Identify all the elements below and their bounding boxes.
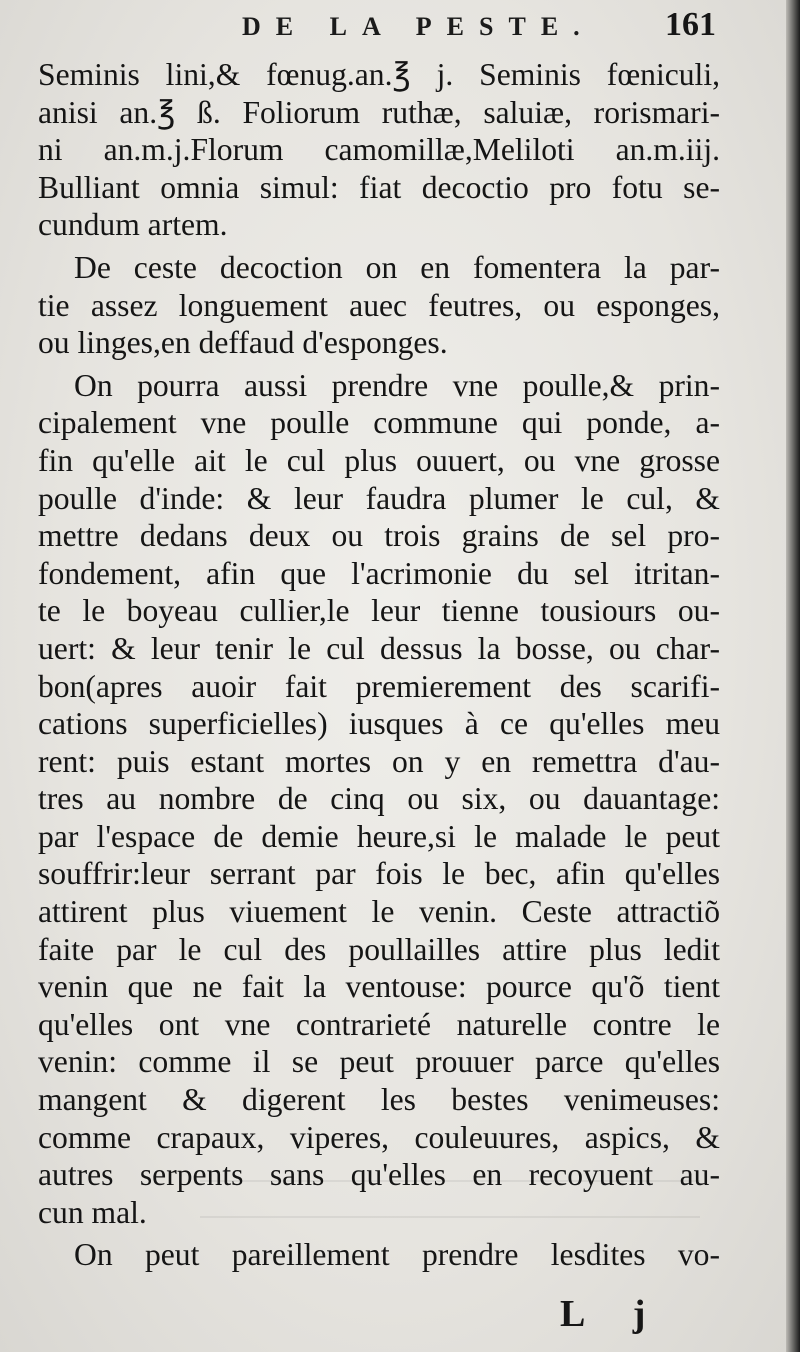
running-title: DE LA PESTE. xyxy=(242,12,595,41)
bleed-through-texture xyxy=(200,1180,700,1250)
text-line: attirent plus viuement le venin. Ceste attractiõ xyxy=(38,894,720,930)
text-line: mangent & digerent les bestes venimeuses: xyxy=(38,1082,720,1118)
text-line: cundum artem. xyxy=(38,207,228,243)
text-line: venin que ne fait la ventouse: pource qu'õ tient xyxy=(38,969,720,1005)
text-line: te le boyeau cullier,le leur tienne tousiours ou- xyxy=(38,593,720,629)
text-line: venin: comme il se peut prouuer parce qu'elles xyxy=(38,1044,720,1080)
text-line: poulle d'inde: & leur faudra plumer le cul, & xyxy=(38,480,720,516)
text-line: anisi an.℥ ß. Foliorum ruthæ, saluiæ, rorismari- xyxy=(38,94,720,130)
text-line: uert: & leur tenir le cul dessus la bosse, ou char- xyxy=(38,630,720,666)
text-line: autres serpents sans qu'elles en recoyuent au- xyxy=(38,1157,720,1193)
text-line: mettre dedans deux ou trois grains de sel pro- xyxy=(38,518,720,554)
text-line: ni an.m.j.Florum camomillæ,Meliloti an.m.iij. xyxy=(38,132,720,168)
signature-mark: L j xyxy=(560,1293,666,1335)
text-line: tie assez longuement auec feutres, ou esponges, xyxy=(38,287,720,323)
text-line: De ceste decoction on en fomentera la par- xyxy=(74,249,720,285)
page-number: 161 xyxy=(665,6,716,43)
text-line: On pourra aussi prendre vne poulle,& prin- xyxy=(74,367,720,403)
text-line: souffrir:leur serrant par fois le bec, afin qu'elles xyxy=(38,856,720,892)
text-line: Bulliant omnia simul: fiat decoctio pro fotu se- xyxy=(38,169,720,205)
text-line: cipalement vne poulle commune qui ponde, a- xyxy=(38,405,720,441)
text-line: cun mal. xyxy=(38,1194,147,1230)
text-line: fondement, afin que l'acrimonie du sel itritan- xyxy=(38,555,720,591)
text-line: bon(apres auoir fait premierement des scarifi- xyxy=(38,668,720,704)
text-line: qu'elles ont vne contrarieté naturelle contre le xyxy=(38,1006,720,1042)
text-line: par l'espace de demie heure,si le malade le peut xyxy=(38,818,720,854)
body-text xyxy=(38,56,720,1274)
text-line: fin qu'elle ait le cul plus ouuert, ou vne grosse xyxy=(38,442,720,478)
text-line: On peut pareillement prendre lesdites vo- xyxy=(74,1237,720,1273)
text-line: Seminis lini,& fœnug.an.℥ j. Seminis fœniculi, xyxy=(38,57,720,92)
text-line: ou linges,en deffaud d'esponges. xyxy=(38,325,448,361)
page-edge-shadow xyxy=(786,0,800,1352)
text-line: comme crapaux, viperes, couleuures, aspics, & xyxy=(38,1119,720,1155)
text-line: faite par le cul des poullailles attire plus ledit xyxy=(38,931,720,967)
text-line: tres au nombre de cinq ou six, ou dauantage: xyxy=(38,781,720,817)
text-line: rent: puis estant mortes on y en remettra d'au- xyxy=(38,743,720,779)
text-line: cations superficielles) iusques à ce qu'elles meu xyxy=(38,706,720,742)
